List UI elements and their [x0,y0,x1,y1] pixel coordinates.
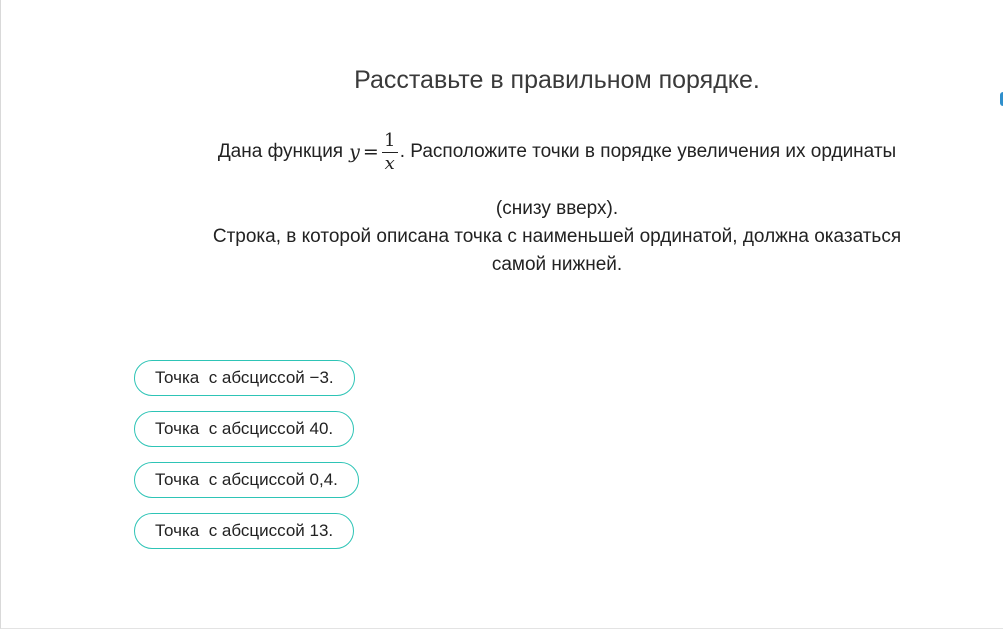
task-title: Расставьте в правильном порядке. [354,66,760,94]
fraction-numerator: 1 [384,129,396,151]
draggable-option-1[interactable]: Точка с абсциссой −3. [134,360,355,396]
formula-fraction [382,131,398,174]
spacer [171,180,943,195]
instruction-formula-line [171,124,943,180]
fraction-denominator: x [384,152,395,174]
draggable-option-3[interactable]: Точка с абсциссой 0,4. [134,462,359,498]
instruction-line-4: самой нижней. [491,254,623,275]
formula-lhs: y [349,141,360,163]
formula-equals: = [362,141,379,163]
sortable-options-list [134,360,359,564]
draggable-option-4[interactable]: Точка с абсциссой 13. [134,513,354,549]
draggable-option-2[interactable]: Точка с абсциссой 40. [134,411,354,447]
function-formula [349,131,398,174]
instruction-prefix: Дана функция [217,141,344,162]
instruction-suffix: . Расположите точки в порядке увеличения их ординаты [399,141,897,162]
task-instruction [171,124,943,279]
instruction-line-2: (снизу вверх). [495,198,619,219]
instruction-line-3: Строка, в которой описана точка с наименьшей ординатой, должна оказаться [212,226,902,247]
